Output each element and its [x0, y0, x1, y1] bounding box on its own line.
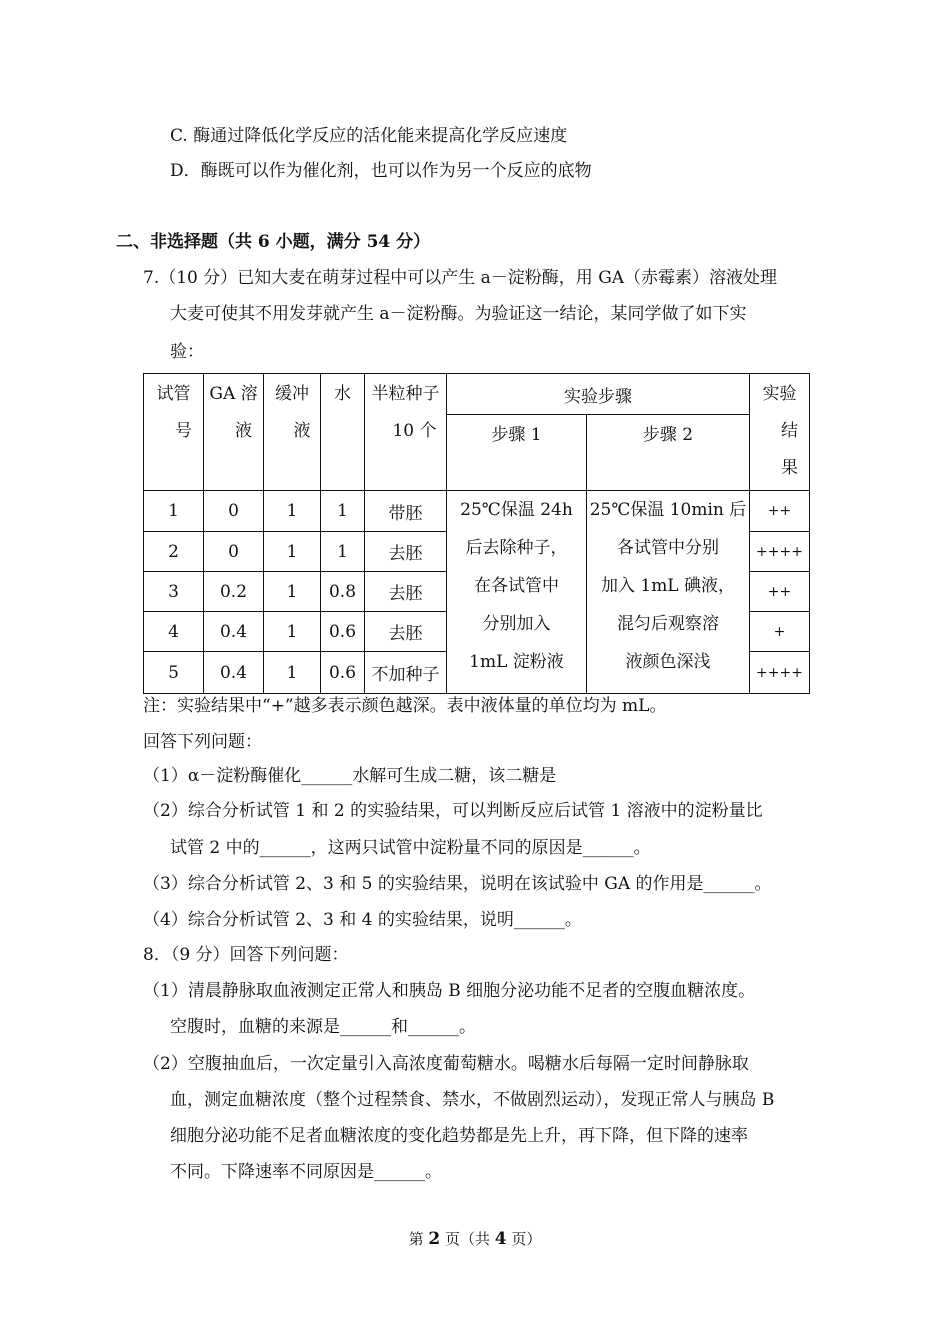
- step-1-procedure: 25℃保温 24h 后去除种子， 在各试管中 分别加入 1mL 淀粉液: [447, 491, 587, 694]
- section-heading: 二、非选择题（共 6 小题，满分 54 分）: [116, 232, 431, 252]
- q7-line-2: 大麦可使其不用发芽就产生 a－淀粉酶。为验证这一结论，某同学做了如下实: [170, 304, 747, 324]
- page-total: 4: [494, 1229, 507, 1249]
- q8-sub-2b: 血，测定血糖浓度（整个过程禁食、禁水，不做剧烈运动），发现正常人与胰岛 B: [170, 1090, 775, 1110]
- header-ga: GA 溶 液: [204, 374, 264, 491]
- q8-sub-1b: 空腹时，血糖的来源是______和______。: [170, 1017, 476, 1037]
- q7-sub-3: （3）综合分析试管 2、3 和 5 的实验结果，说明在该试验中 GA 的作用是______。: [143, 874, 772, 894]
- q7-line-1: 7.（10 分）已知大麦在萌芽过程中可以产生 a－淀粉酶，用 GA（赤霉素）溶液处理: [143, 268, 778, 288]
- table-row: 4 0.4 1 0.6 去胚 +: [144, 612, 810, 652]
- q7-sub-4: （4）综合分析试管 2、3 和 4 的实验结果，说明______。: [143, 910, 582, 930]
- q8-sub-1a: （1）清晨静脉取血液测定正常人和胰岛 B 细胞分泌功能不足者的空腹血糖浓度。: [143, 981, 756, 1001]
- experiment-table: [143, 373, 810, 694]
- table-row: 3 0.2 1 0.8 去胚 ++: [144, 572, 810, 612]
- table-row: 5 0.4 1 0.6 不加种子 ++++: [144, 652, 810, 694]
- header-water: 水: [321, 374, 365, 491]
- option-d: D．酶既可以作为催化剂，也可以作为另一个反应的底物: [170, 161, 592, 181]
- header-steps: 实验步骤: [447, 374, 750, 415]
- q7-prompt: 回答下列问题：: [143, 732, 262, 752]
- q8-sub-2c: 细胞分泌功能不足者血糖浓度的变化趋势都是先上升，再下降，但下降的速率: [170, 1126, 748, 1146]
- q8-sub-2a: （2）空腹抽血后，一次定量引入高浓度葡萄糖水。喝糖水后每隔一定时间静脉取: [143, 1054, 749, 1074]
- page-number: 2: [428, 1229, 441, 1249]
- q7-line-3: 验：: [170, 342, 204, 362]
- table-row: 1 0 1 1 带胚 25℃保温 24h 后去除种子， 在各试管中 分别加入 1mL 淀粉液 25℃保温 10min 后 各试管中分别 加入 1mL 碘液， 混匀后观察溶 液颜色深浅 ++: [144, 491, 810, 532]
- header-tube: 试管 号: [144, 374, 204, 491]
- table-note: 注：实验结果中“+”越多表示颜色越深。表中液体量的单位均为 mL。: [143, 696, 667, 716]
- table-row: 2 0 1 1 去胚 ++++: [144, 532, 810, 572]
- q8-line-1: 8．（9 分）回答下列问题：: [143, 945, 349, 965]
- header-buffer: 缓冲 液: [264, 374, 321, 491]
- step-2-procedure: 25℃保温 10min 后 各试管中分别 加入 1mL 碘液， 混匀后观察溶 液颜色深浅: [587, 491, 750, 694]
- q7-sub-1: （1）α－淀粉酶催化______水解可生成二糖，该二糖是: [143, 766, 557, 786]
- option-c: C. 酶通过降低化学反应的活化能来提高化学反应速度: [170, 126, 568, 146]
- q7-sub-2b: 试管 2 中的______，这两只试管中淀粉量不同的原因是______。: [170, 838, 651, 858]
- q7-sub-2a: （2）综合分析试管 1 和 2 的实验结果，可以判断反应后试管 1 溶液中的淀粉量比: [143, 801, 763, 821]
- page-footer: 第 2 页（共 4 页）: [408, 1229, 542, 1249]
- q8-sub-2d: 不同。下降速率不同原因是______。: [170, 1162, 442, 1182]
- header-result: 实验 结 果: [750, 374, 810, 491]
- header-step-1: 步骤 1: [447, 415, 587, 491]
- header-step-2: 步骤 2: [587, 415, 750, 491]
- header-seeds: 半粒种子 10 个: [365, 374, 447, 491]
